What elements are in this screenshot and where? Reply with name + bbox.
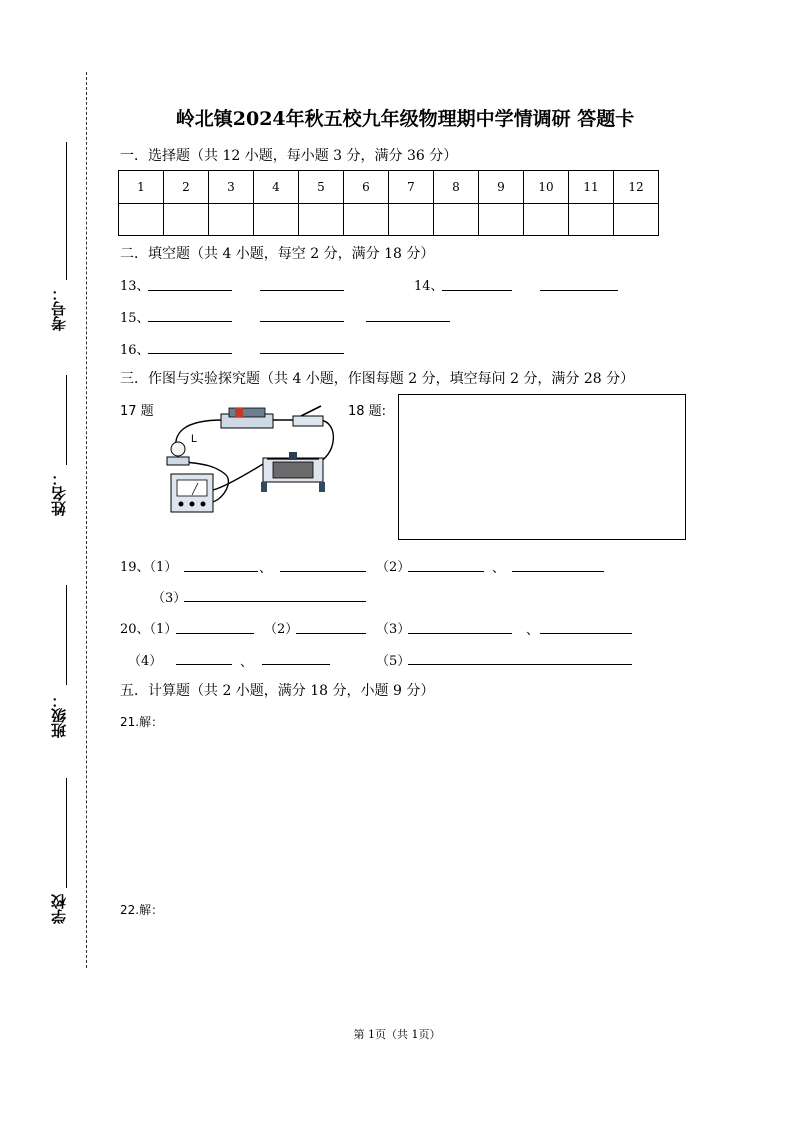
section5-heading: 五．计算题（共 2 小题，满分 18 分，小题 9 分） (120, 683, 435, 699)
grid-answer-cell[interactable] (344, 204, 389, 236)
grid-number-cell: 1 (119, 171, 164, 204)
exam-no-line (66, 142, 67, 280)
rheostat-leg-left (261, 482, 267, 492)
grid-answer-cell[interactable] (434, 204, 479, 236)
grid-answer-cell[interactable] (614, 204, 659, 236)
grid-number-cell: 11 (569, 171, 614, 204)
q18-label: 18 题: (348, 404, 387, 419)
name-line (66, 375, 67, 465)
q16-blank-2[interactable] (260, 353, 344, 354)
grid-answer-cell[interactable] (254, 204, 299, 236)
lamp-bulb (171, 442, 185, 456)
q18-drawing-box[interactable] (398, 394, 686, 540)
q20-part4-label: （4） (128, 654, 163, 669)
grid-number-cell: 3 (209, 171, 254, 204)
page-title: 岭北镇2024年秋五校九年级物理期中学情调研 答题卡 (175, 108, 635, 130)
q13-blank-2[interactable] (260, 290, 344, 291)
q19-blank-1b[interactable] (280, 571, 366, 572)
q20-sep-4: 、 (240, 655, 254, 670)
rheostat-coil (273, 462, 313, 478)
q15-blank-2[interactable] (260, 321, 344, 322)
q20-sep-3: 、 (526, 623, 540, 638)
page-footer: 第 1页（共 1页） (353, 1028, 441, 1041)
meter-terminal-1 (179, 502, 184, 507)
q19-blank-2a[interactable] (408, 571, 484, 572)
q21-label: 21.解： (120, 715, 164, 729)
q20-part1-label: 20、（1） (120, 622, 178, 637)
section1-heading: 一．选择题（共 12 小题，每小题 3 分，满分 36 分） (120, 148, 458, 164)
grid-answer-cell[interactable] (299, 204, 344, 236)
grid-number-cell: 10 (524, 171, 569, 204)
exam-no-label: 考号： (50, 286, 68, 331)
section2-heading: 二．填空题（共 4 小题，每空 2 分，满分 18 分） (120, 246, 435, 262)
q14-blank-1[interactable] (442, 290, 512, 291)
binding-dashed-line (86, 72, 87, 968)
q20-part2-label: （2） (264, 622, 299, 637)
grid-number-cell: 6 (344, 171, 389, 204)
school-label: 学校 (50, 894, 68, 924)
q20-blank-2[interactable] (296, 633, 366, 634)
battery-red-band (235, 408, 243, 417)
name-label: 姓名： (50, 471, 68, 516)
school-line (66, 778, 67, 888)
q19-blank-3[interactable] (184, 601, 366, 602)
grid-number-cell: 2 (164, 171, 209, 204)
q13-blank-1[interactable] (148, 290, 232, 291)
q19-blank-2b[interactable] (512, 571, 604, 572)
q15-blank-1[interactable] (148, 321, 232, 322)
q15-blank-3[interactable] (366, 321, 450, 322)
grid-answer-cell[interactable] (389, 204, 434, 236)
q22-label: 22.解： (120, 903, 164, 917)
q14-label: 14、 (414, 279, 444, 294)
q16-label: 16、 (120, 343, 150, 358)
battery-cells (229, 408, 265, 417)
lamp-base (167, 457, 189, 465)
q20-blank-3b[interactable] (540, 633, 632, 634)
rheostat-slider (289, 452, 297, 460)
q14-blank-2[interactable] (540, 290, 618, 291)
grid-number-cell: 12 (614, 171, 659, 204)
grid-number-cell: 5 (299, 171, 344, 204)
q19-part2-label: （2） (376, 560, 411, 575)
q16-blank-1[interactable] (148, 353, 232, 354)
q17-label: 17 题 (120, 404, 154, 419)
wire-rheostat-meter (213, 464, 263, 490)
q20-part5-label: （5） (376, 654, 411, 669)
q20-blank-4a[interactable] (176, 664, 232, 665)
choice-answer-grid (118, 170, 659, 236)
grid-answer-cell[interactable] (119, 204, 164, 236)
q15-label: 15、 (120, 311, 150, 326)
q20-part3-label: （3） (376, 622, 411, 637)
q20-blank-5[interactable] (408, 664, 632, 665)
grid-answer-cell[interactable] (569, 204, 614, 236)
grid-answer-cell[interactable] (479, 204, 524, 236)
grid-number-cell: 8 (434, 171, 479, 204)
grid-answer-cell[interactable] (209, 204, 254, 236)
q20-blank-3a[interactable] (408, 633, 512, 634)
wire-switch-rheostat (315, 420, 333, 464)
grid-number-cell: 9 (479, 171, 524, 204)
section3-heading: 三．作图与实验探究题（共 4 小题，作图每题 2 分，填空每问 2 分，满分 28 分） (120, 371, 635, 387)
class-line (66, 585, 67, 685)
q21-answer-area[interactable] (118, 732, 688, 892)
q19-part1-label: 19、（1） (120, 560, 178, 575)
grid-number-cell: 4 (254, 171, 299, 204)
circuit-diagram (155, 402, 345, 520)
meter-terminal-3 (201, 502, 206, 507)
q20-blank-1[interactable] (176, 633, 254, 634)
q19-part3-label: （3） (152, 591, 187, 606)
q19-sep-1: 、 (259, 561, 273, 576)
switch-base (293, 416, 323, 426)
grid-number-cell: 7 (389, 171, 434, 204)
grid-answer-cell[interactable] (164, 204, 209, 236)
q19-sep-2: 、 (492, 561, 506, 576)
rheostat-leg-right (319, 482, 325, 492)
q19-blank-1a[interactable] (184, 571, 258, 572)
meter-dial (177, 480, 207, 496)
q22-answer-area[interactable] (118, 920, 688, 1010)
meter-terminal-2 (190, 502, 195, 507)
lamp-label: L (191, 433, 198, 445)
q20-blank-4b[interactable] (262, 664, 330, 665)
switch-lever (301, 406, 321, 416)
grid-answer-cell[interactable] (524, 204, 569, 236)
class-label: 班级： (50, 693, 68, 738)
q13-label: 13、 (120, 279, 150, 294)
